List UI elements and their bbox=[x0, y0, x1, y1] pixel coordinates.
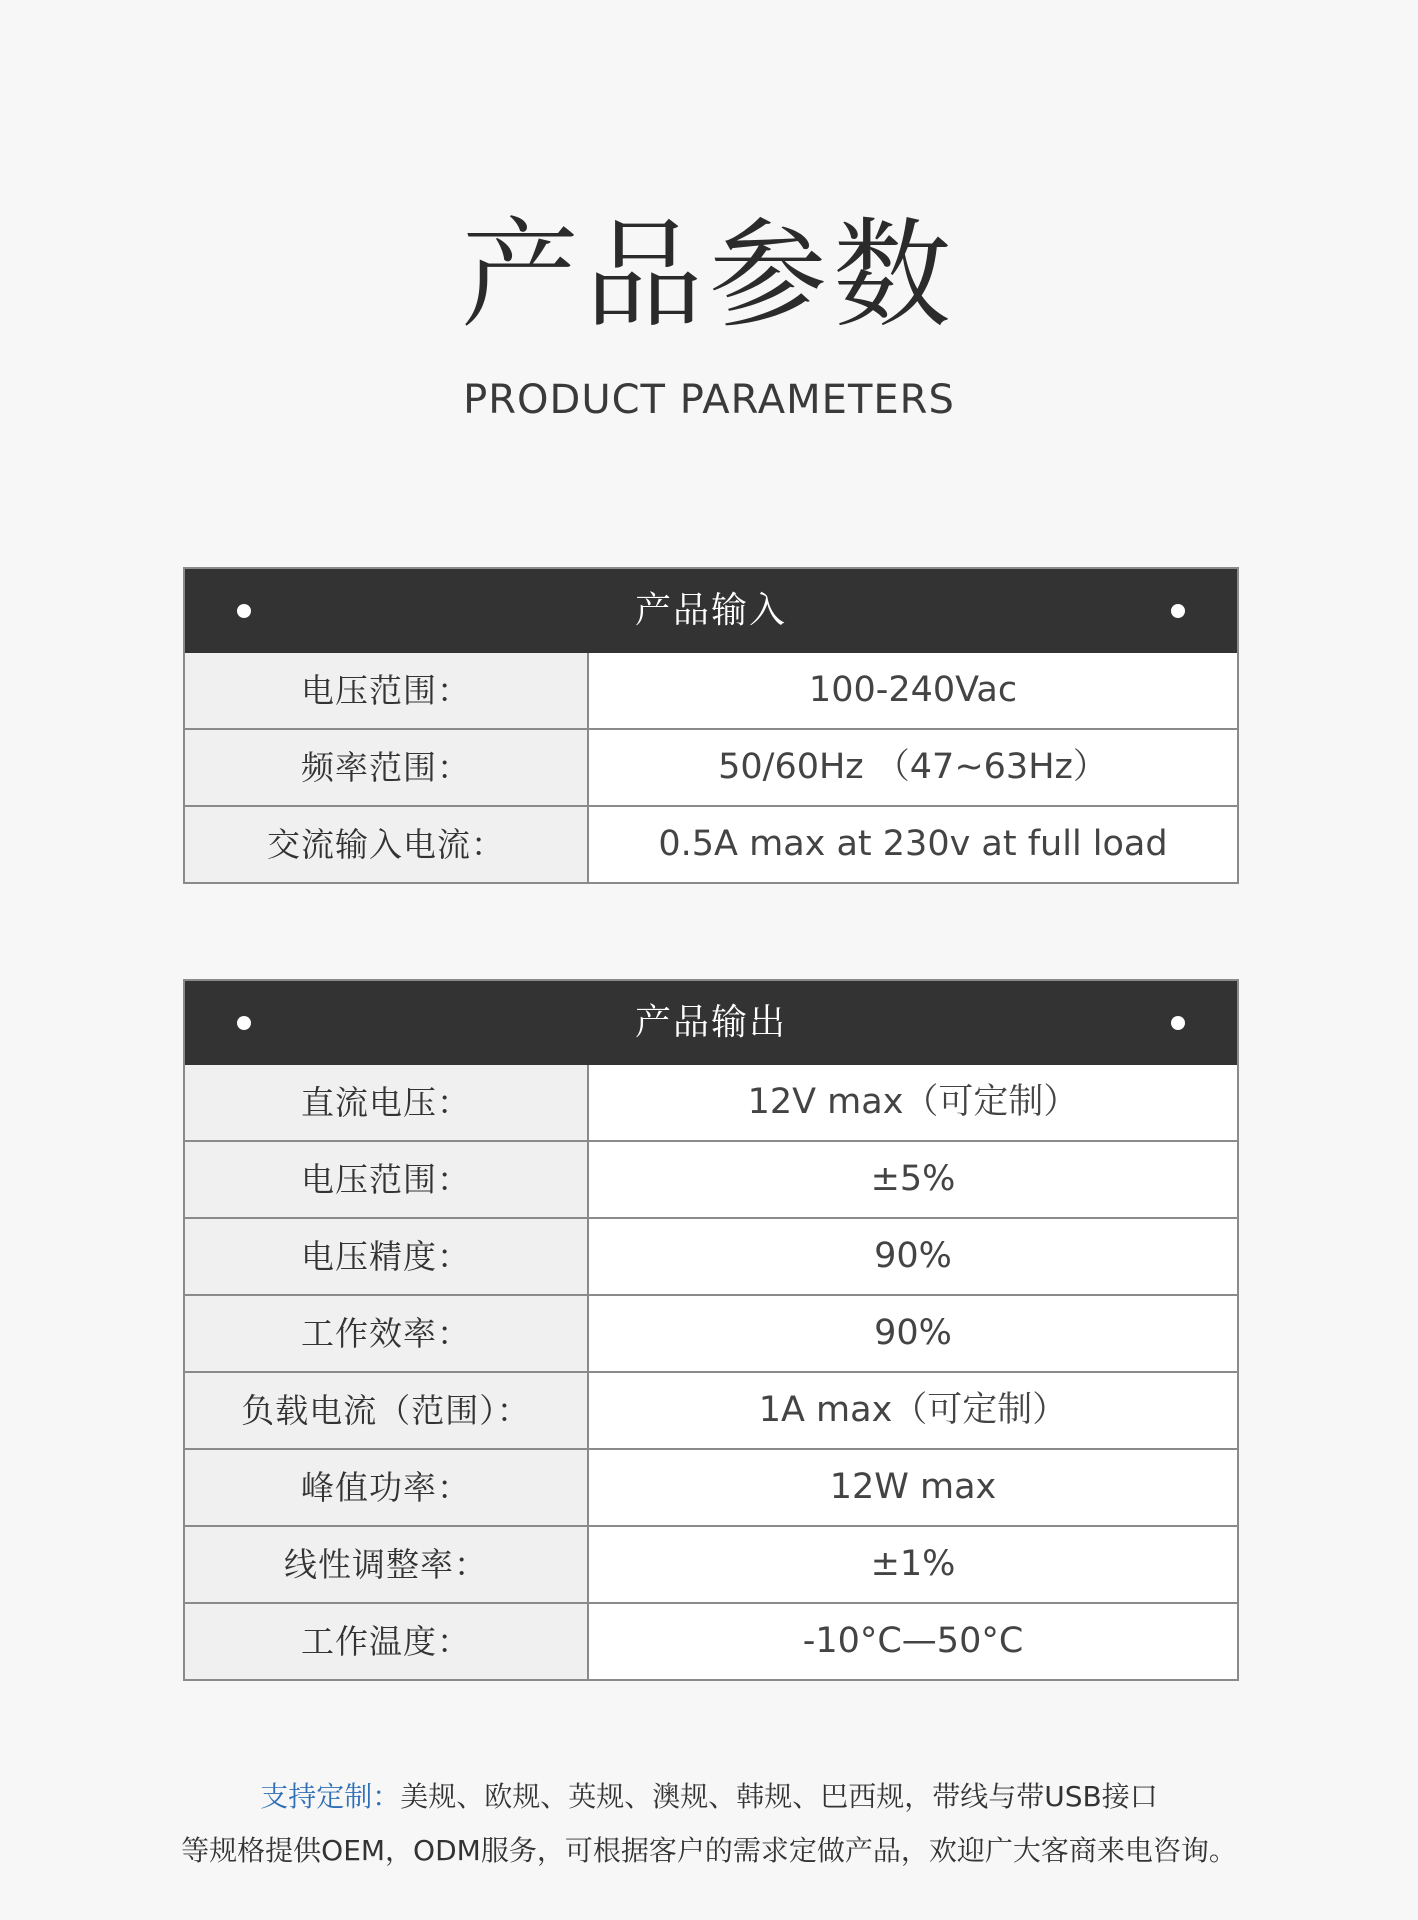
input-table-header bbox=[185, 569, 1237, 653]
bullet-dot-icon bbox=[237, 1016, 251, 1030]
table-row bbox=[185, 1448, 1237, 1525]
footer-line-1-text: 美规、欧规、英规、澳规、韩规、巴西规，带线与带USB接口 bbox=[400, 1780, 1158, 1813]
page-subtitle: PRODUCT PARAMETERS bbox=[463, 377, 955, 423]
input-spec-table bbox=[183, 567, 1239, 884]
row-value: -10°C—50°C bbox=[802, 1621, 1024, 1661]
table-row bbox=[185, 1294, 1237, 1371]
row-value: 0.5A max at 230v at full load bbox=[658, 824, 1168, 864]
table-row bbox=[185, 728, 1237, 805]
page-title: 产品参数 bbox=[460, 206, 957, 344]
row-label: 频率范围： bbox=[185, 730, 589, 805]
input-table-title: 产品输入 bbox=[634, 590, 787, 631]
customization-note bbox=[0, 1770, 1418, 1878]
row-label: 工作温度： bbox=[185, 1604, 589, 1679]
table-row bbox=[185, 1371, 1237, 1448]
row-label: 工作效率： bbox=[185, 1296, 589, 1371]
output-table-body bbox=[185, 1065, 1237, 1679]
output-table-header bbox=[185, 981, 1237, 1065]
bullet-dot-icon bbox=[1171, 1016, 1185, 1030]
row-label: 电压范围： bbox=[185, 1142, 589, 1217]
table-row bbox=[185, 1065, 1237, 1140]
page-header bbox=[0, 205, 1418, 425]
row-label: 电压精度： bbox=[185, 1219, 589, 1294]
row-label: 负载电流（范围）： bbox=[185, 1373, 589, 1448]
row-value: 12W max bbox=[829, 1467, 997, 1507]
bullet-dot-icon bbox=[1171, 604, 1185, 618]
row-label: 直流电压： bbox=[185, 1065, 589, 1140]
output-table-title: 产品输出 bbox=[634, 1002, 787, 1043]
table-row bbox=[185, 1217, 1237, 1294]
table-row bbox=[185, 1602, 1237, 1679]
row-value: ±5% bbox=[870, 1159, 956, 1199]
bullet-dot-icon bbox=[237, 604, 251, 618]
table-row bbox=[185, 1525, 1237, 1602]
table-row bbox=[185, 805, 1237, 882]
row-value: ±1% bbox=[870, 1544, 956, 1584]
table-row bbox=[185, 1140, 1237, 1217]
customization-label: 支持定制： bbox=[260, 1780, 401, 1813]
footer-line-1 bbox=[0, 1770, 1418, 1824]
footer-line-2: 等规格提供OEM，ODM服务，可根据客户的需求定做产品，欢迎广大客商来电咨询。 bbox=[181, 1834, 1237, 1867]
row-label: 峰值功率： bbox=[185, 1450, 589, 1525]
row-label: 电压范围： bbox=[185, 653, 589, 728]
row-label: 线性调整率： bbox=[185, 1527, 589, 1602]
row-value: 12V max（可定制） bbox=[747, 1082, 1079, 1122]
output-spec-table bbox=[183, 979, 1239, 1681]
row-value: 90% bbox=[874, 1313, 952, 1353]
row-label: 交流输入电流： bbox=[185, 807, 589, 882]
table-row bbox=[185, 653, 1237, 728]
input-table-body bbox=[185, 653, 1237, 882]
row-value: 100-240Vac bbox=[808, 670, 1018, 710]
row-value: 1A max（可定制） bbox=[758, 1390, 1068, 1430]
row-value: 90% bbox=[874, 1236, 952, 1276]
row-value: 50/60Hz （47~63Hz） bbox=[718, 747, 1108, 787]
